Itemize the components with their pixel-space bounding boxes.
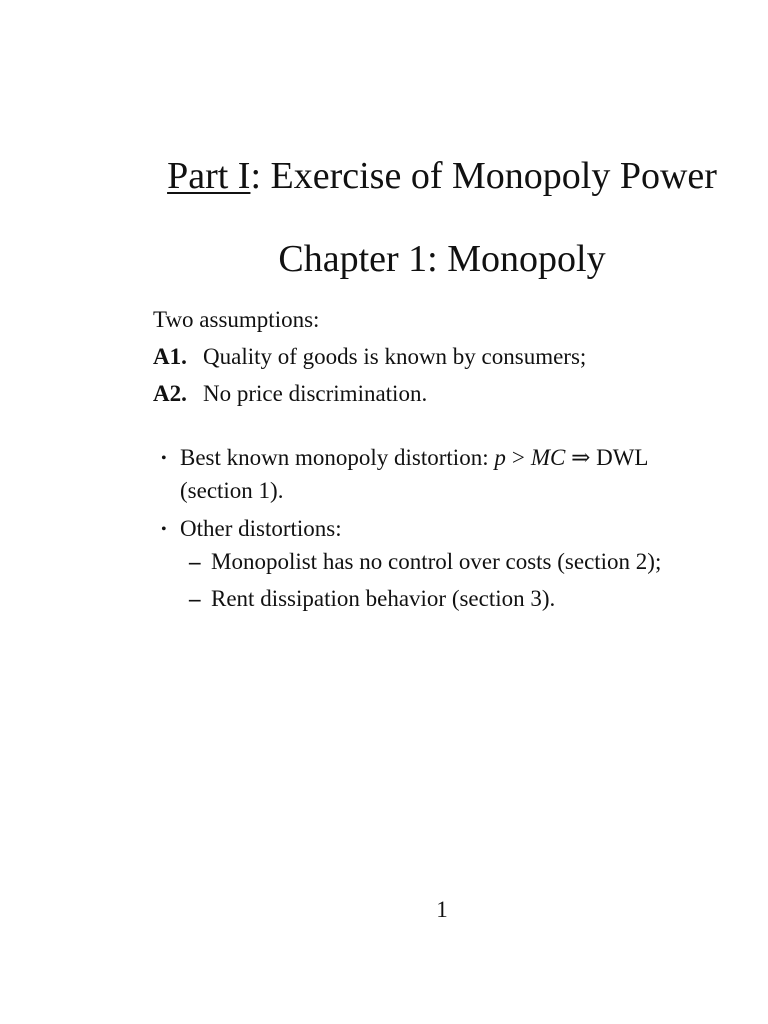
sub-item <box>189 584 555 614</box>
sub-item-text: Monopolist has no control over costs (section 2); <box>211 549 662 574</box>
dash-icon: – <box>189 586 201 611</box>
assumption-label: A2. <box>153 381 187 406</box>
assumptions-intro: Two assumptions: <box>153 307 320 332</box>
math-greater-than: > <box>511 445 525 470</box>
assumption-item <box>153 342 586 372</box>
part-label: Part I <box>167 155 251 197</box>
dash-icon: – <box>189 549 201 574</box>
bullet-continuation: (section 1). <box>180 478 284 503</box>
bullet-text: Other distortions: <box>180 516 342 541</box>
bullet-item <box>161 443 648 474</box>
page-number: 1 <box>436 897 448 922</box>
math-mc: MC <box>530 445 566 470</box>
part-title <box>0 153 768 199</box>
bullet-text: Best known monopoly distortion: <box>180 445 489 470</box>
math-p: p <box>494 445 506 470</box>
assumption-text: Quality of goods is known by consumers; <box>203 344 587 369</box>
assumption-item <box>153 379 427 409</box>
assumption-label: A1. <box>153 344 187 369</box>
bullet-icon: • <box>161 521 167 538</box>
assumption-text: No price discrimination. <box>203 381 428 406</box>
chapter-title: Chapter 1: Monopoly <box>278 238 606 280</box>
math-implies: ⇒ <box>571 445 591 470</box>
sub-item <box>189 547 661 577</box>
bullet-icon: • <box>161 450 167 467</box>
sub-item-text: Rent dissipation behavior (section 3). <box>211 586 556 611</box>
bullet-text-after: DWL <box>596 445 649 470</box>
part-title-text: : Exercise of Monopoly Power <box>250 155 717 197</box>
bullet-item <box>161 514 342 545</box>
